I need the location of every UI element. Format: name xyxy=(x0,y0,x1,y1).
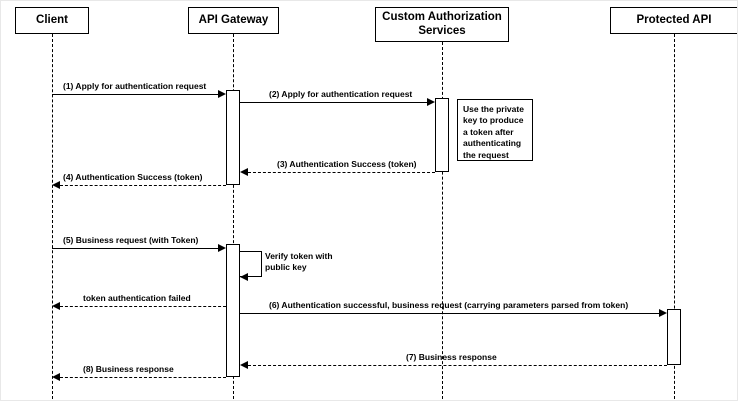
note-verify-token-text: Verify token with public key xyxy=(265,251,333,273)
activation-custom-auth xyxy=(435,98,449,172)
note-private-key-text: Use the private key to produce a token after authenticating the request xyxy=(463,104,524,160)
message-9-arrow xyxy=(52,373,60,381)
message-7-label: (6) Authentication successful, business request (carrying parameters parsed from token) xyxy=(269,300,629,310)
message-2-label: (2) Apply for authentication request xyxy=(269,89,413,99)
self-message-verify-token-arrow xyxy=(240,273,248,281)
message-3-label: (3) Authentication Success (token) xyxy=(277,159,417,169)
message-3-line xyxy=(248,172,435,173)
message-9-label: (8) Business response xyxy=(83,364,174,374)
message-4-line xyxy=(60,185,226,186)
message-7-line xyxy=(240,313,659,314)
message-6-arrow xyxy=(52,302,60,310)
message-7-arrow xyxy=(659,309,667,317)
message-1-arrow xyxy=(218,90,226,98)
participant-protected-api[interactable] xyxy=(610,7,738,34)
participant-client-label: Client xyxy=(36,13,68,26)
message-3-arrow xyxy=(240,168,248,176)
activation-api-gateway-auth xyxy=(226,90,240,185)
message-9-line xyxy=(60,377,226,378)
lifeline-custom-auth xyxy=(442,42,443,399)
message-4-arrow xyxy=(52,181,60,189)
message-1-line xyxy=(52,94,218,95)
message-5-label: (5) Business request (with Token) xyxy=(63,235,199,245)
message-8-line xyxy=(248,365,667,366)
message-6-line xyxy=(60,306,226,307)
note-private-key xyxy=(457,99,533,161)
message-6-label: token authentication failed xyxy=(83,293,191,303)
message-2-line xyxy=(240,102,427,103)
activation-api-gateway-business xyxy=(226,244,240,377)
message-1-label: (1) Apply for authentication request xyxy=(63,81,207,91)
message-2-arrow xyxy=(427,98,435,106)
message-8-arrow xyxy=(240,361,248,369)
activation-protected-api xyxy=(667,309,681,365)
participant-api-gateway[interactable] xyxy=(188,7,279,34)
participant-custom-auth[interactable] xyxy=(375,7,509,42)
message-8-label: (7) Business response xyxy=(406,352,497,362)
lifeline-client xyxy=(52,34,53,399)
participant-protected-api-label: Protected API xyxy=(636,13,712,26)
participant-custom-auth-label: Custom Authorization Services xyxy=(382,10,502,37)
participant-api-gateway-label: API Gateway xyxy=(198,13,269,26)
message-5-line xyxy=(52,248,218,249)
message-5-arrow xyxy=(218,244,226,252)
note-verify-token xyxy=(265,251,337,281)
participant-client[interactable] xyxy=(15,7,89,34)
message-4-label: (4) Authentication Success (token) xyxy=(63,172,203,182)
